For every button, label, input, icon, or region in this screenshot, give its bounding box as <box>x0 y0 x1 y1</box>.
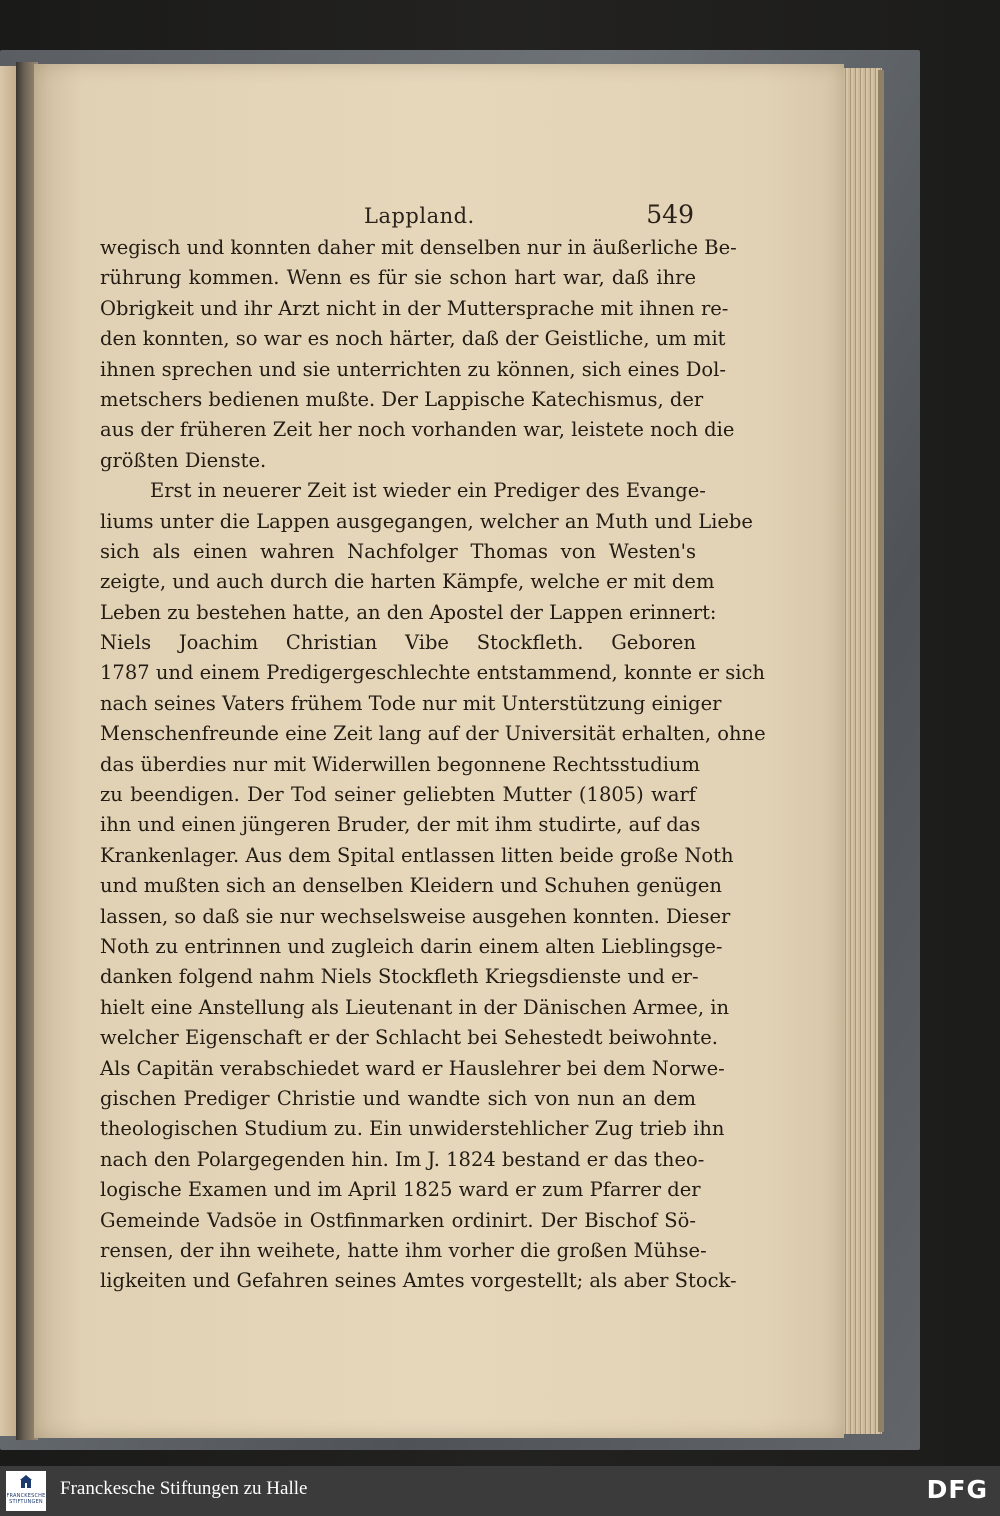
text-line: logische Examen und im April 1825 ward er zum Pfarrer der <box>100 1178 701 1202</box>
text-line: hielt eine Anstellung als Lieutenant in der Dänischen Armee, in <box>100 995 730 1019</box>
text-line: welcher Eigenschaft er der Schlacht bei Sehestedt beiwohnte. <box>100 1026 718 1050</box>
text-line: nach seines Vaters frühem Tode nur mit Unterstützung einiger <box>100 691 722 715</box>
text-line: rensen, der ihn weihete, hatte ihm vorher die großen Mühse- <box>100 1238 707 1262</box>
text-line: Menschenfreunde eine Zeit lang auf der Universität erhalten, ohne <box>100 722 766 746</box>
text-line: Erst in neuerer Zeit ist wieder ein Prediger des Evange- <box>150 479 706 503</box>
text-line: sich als einen wahren Nachfolger Thomas von Westen's <box>100 539 696 563</box>
text-line: metschers bedienen mußte. Der Lappische Katechismus, der <box>100 387 704 411</box>
text-line: Als Capitän verabschiedet ward er Hauslehrer bei dem Norwe- <box>100 1056 725 1080</box>
text-line: größten Dienste. <box>100 448 267 472</box>
crest-icon <box>19 1475 33 1489</box>
text-line: den konnten, so war es noch härter, daß der Geistliche, um mit <box>100 327 726 351</box>
text-line: liums unter die Lappen ausgegangen, welcher an Muth und Liebe <box>100 509 753 533</box>
text-line: Gemeinde Vadsöe in Ostfinmarken ordinirt. Der Bischof Sö- <box>100 1208 696 1232</box>
text-line: wegisch und konnten daher mit denselben nur in äußerliche Be- <box>100 236 737 259</box>
text-line: Niels Joachim Christian Vibe Stockfleth. Geboren <box>100 631 696 655</box>
page-edge-shadow <box>878 70 884 1432</box>
body-text <box>100 233 766 1297</box>
dfg-logo[interactable]: DFG <box>926 1475 988 1504</box>
viewer-footer <box>0 1466 1000 1516</box>
text-line: und mußten sich an denselben Kleidern und Schuhen genügen <box>100 874 722 898</box>
text-line: das überdies nur mit Widerwillen begonnene Rechtsstudium <box>100 752 700 776</box>
text-line: rührung kommen. Wenn es für sie schon hart war, daß ihre <box>100 266 696 290</box>
running-head: Lappland. <box>364 204 475 228</box>
text-line: aus der früheren Zeit her noch vorhanden war, leistete noch die <box>100 418 735 442</box>
text-line: danken folgend nahm Niels Stockfleth Kriegsdienste und er- <box>100 965 699 989</box>
text-line: zeigte, und auch durch die harten Kämpfe, welche er mit dem <box>100 570 715 594</box>
text-line: theologischen Studium zu. Ein unwiderstehlicher Zug trieb ihn <box>100 1117 725 1141</box>
text-line: Krankenlager. Aus dem Spital entlassen litten beide große Noth <box>100 843 734 867</box>
text-line: lassen, so daß sie nur wechselsweise ausgehen konnten. Dieser <box>100 904 731 928</box>
logo-text: FRANCKESCHE STIFTUNGEN <box>6 1493 46 1505</box>
text-line: Leben zu bestehen hatte, an den Apostel der Lappen erinnert: <box>100 600 717 624</box>
institution-name[interactable]: Franckesche Stiftungen zu Halle <box>60 1478 308 1499</box>
text-line: 1787 und einem Predigergeschlechte entstammend, konnte er sich <box>100 661 765 685</box>
text-line: ligkeiten und Gefahren seines Amtes vorgestellt; als aber Stock- <box>100 1269 737 1293</box>
text-line: nach den Polargegenden hin. Im J. 1824 bestand er das theo- <box>100 1147 705 1171</box>
page-number: 549 <box>646 200 694 229</box>
institution-logo[interactable] <box>6 1471 46 1511</box>
text-line: ihnen sprechen und sie unterrichten zu können, sich eines Dol- <box>100 357 726 381</box>
text-line: Obrigkeit und ihr Arzt nicht in der Muttersprache mit ihnen re- <box>100 296 729 320</box>
left-page-edge <box>0 66 16 1436</box>
text-line: ihn und einen jüngeren Bruder, der mit ihm studirte, auf das <box>100 813 701 837</box>
text-line: zu beendigen. Der Tod seiner geliebten Mutter (1805) warf <box>100 783 696 807</box>
text-line: Noth zu entrinnen und zugleich darin einem alten Lieblingsge- <box>100 934 723 958</box>
page-edges <box>838 68 882 1434</box>
text-line: gischen Prediger Christie und wandte sich von nun an dem <box>100 1086 696 1110</box>
